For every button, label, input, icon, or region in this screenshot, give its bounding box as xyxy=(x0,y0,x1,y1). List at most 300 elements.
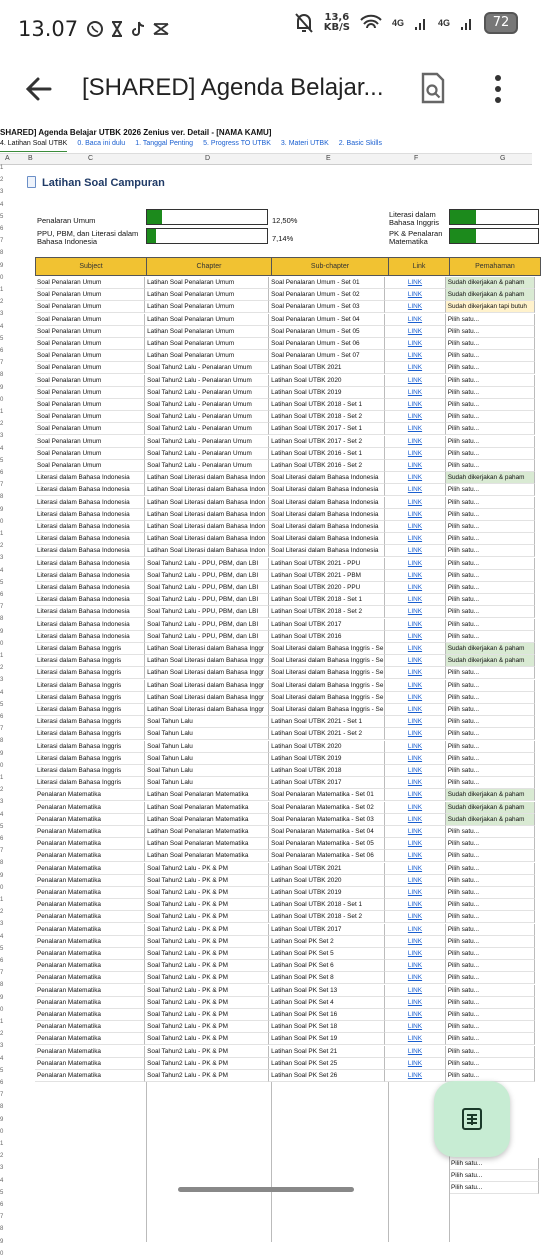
row-number[interactable]: 3 xyxy=(0,677,4,684)
row-number[interactable]: 9 xyxy=(0,750,4,757)
cell-link[interactable]: LINK xyxy=(385,423,446,435)
cell-link[interactable]: LINK xyxy=(385,972,446,984)
row-number[interactable]: 6 xyxy=(0,1202,4,1208)
row-number[interactable]: 4 xyxy=(0,689,4,696)
cell-link[interactable]: LINK xyxy=(385,1058,446,1070)
cell-pemahaman[interactable]: Pilih satu... xyxy=(446,436,535,448)
tab-latihan-soal[interactable]: 4. Latihan Soal UTBK xyxy=(0,140,67,152)
cell-pemahaman[interactable]: Pilih satu... xyxy=(446,716,535,728)
row-number[interactable]: 3 xyxy=(0,1165,4,1172)
row-number[interactable]: 1 xyxy=(0,775,4,781)
cell-link[interactable]: LINK xyxy=(385,594,446,606)
cell-link[interactable]: LINK xyxy=(385,277,446,289)
table-row xyxy=(35,972,535,984)
cell-pemahaman[interactable]: Pilih satu... xyxy=(446,1046,535,1058)
row-number[interactable]: 0 xyxy=(0,274,4,281)
tiktok-icon xyxy=(130,20,146,38)
cell-pemahaman[interactable]: Pilih satu... xyxy=(446,338,535,350)
row-number[interactable]: 0 xyxy=(0,884,4,891)
cell-pemahaman[interactable]: Pilih satu... xyxy=(446,1009,535,1021)
cell-chapter: Soal Tahun2 Lalu - PPU, PBM, dan LBI xyxy=(145,558,269,570)
table-row xyxy=(35,680,535,692)
cell-pemahaman[interactable]: Pilih satu... xyxy=(446,362,535,374)
spreadsheet-view[interactable] xyxy=(0,124,532,1257)
cell-pemahaman[interactable]: Pilih satu... xyxy=(446,948,535,960)
row-number[interactable]: 2 xyxy=(0,177,4,184)
cell-subchapter: Latihan Soal PK Set 18 xyxy=(269,1021,385,1033)
cell-pemahaman[interactable]: Sudah dikerjakan & paham xyxy=(446,789,535,801)
row-number[interactable]: 0 xyxy=(0,1128,4,1135)
cell-pemahaman[interactable]: Pilih satu... xyxy=(446,1033,535,1045)
cell-link[interactable]: LINK xyxy=(385,472,446,484)
cell-pemahaman[interactable]: Pilih satu... xyxy=(446,570,535,582)
cell-pemahaman[interactable]: Pilih satu... xyxy=(446,753,535,765)
cell-link[interactable]: LINK xyxy=(385,899,446,911)
cell-pemahaman[interactable]: Sudah dikerjakan & paham xyxy=(446,643,535,655)
row-number[interactable]: 2 xyxy=(0,909,4,916)
cell-pemahaman[interactable]: Sudah dikerjakan & paham xyxy=(446,472,535,484)
cell-link[interactable]: LINK xyxy=(385,350,446,362)
row-number[interactable]: 4 xyxy=(0,1055,4,1062)
row-number[interactable]: 7 xyxy=(0,482,4,489)
cell-link[interactable]: LINK xyxy=(385,375,446,387)
table-row xyxy=(35,314,535,326)
cell-link[interactable]: LINK xyxy=(385,521,446,533)
row-number[interactable]: 6 xyxy=(0,470,4,476)
row-number[interactable]: 5 xyxy=(0,335,4,342)
cell-link[interactable]: LINK xyxy=(385,911,446,923)
cell-pemahaman[interactable]: Pilih satu... xyxy=(446,314,535,326)
cell-pemahaman[interactable]: Sudah dikerjakan & paham xyxy=(446,289,535,301)
cell-pemahaman[interactable]: Pilih satu... xyxy=(446,533,535,545)
tab-baca-ini-dulu[interactable]: 0. Baca ini dulu xyxy=(77,140,126,147)
row-number[interactable]: 9 xyxy=(0,994,4,1001)
table-row xyxy=(35,558,535,570)
tab-tanggal-penting[interactable]: 1. Tanggal Penting xyxy=(135,140,194,147)
row-number[interactable]: 1 xyxy=(0,409,4,415)
find-in-document-icon[interactable] xyxy=(420,72,446,104)
cell-link[interactable]: LINK xyxy=(385,643,446,655)
cell-link[interactable]: LINK xyxy=(385,484,446,496)
tab-progress-to[interactable]: 5. Progress TO UTBK xyxy=(203,140,271,147)
cell-link[interactable]: LINK xyxy=(385,399,446,411)
cell-subject: Soal Penalaran Umum xyxy=(35,423,145,435)
cell-link[interactable]: LINK xyxy=(385,765,446,777)
row-number[interactable]: 8 xyxy=(0,1226,4,1233)
cell-link[interactable]: LINK xyxy=(385,301,446,313)
cell-pemahaman[interactable]: Pilih satu... xyxy=(446,558,535,570)
cell-pemahaman[interactable]: Pilih satu... xyxy=(449,1170,539,1182)
col-d[interactable]: D xyxy=(205,155,211,162)
back-arrow-icon[interactable] xyxy=(24,74,54,104)
cell-pemahaman[interactable]: Sudah dikerjakan & paham xyxy=(446,802,535,814)
cell-link[interactable]: LINK xyxy=(385,558,446,570)
open-in-sheets-button[interactable] xyxy=(434,1081,510,1157)
cell-subchapter: Latihan Soal PK Set 19 xyxy=(269,1033,385,1045)
row-number[interactable]: 7 xyxy=(0,848,4,855)
row-number[interactable]: 1 xyxy=(0,1141,4,1147)
capcut-icon xyxy=(152,20,170,38)
cell-link[interactable]: LINK xyxy=(385,985,446,997)
row-number[interactable]: 9 xyxy=(0,872,4,879)
cell-pemahaman[interactable]: Pilih satu... xyxy=(446,350,535,362)
row-number[interactable]: 0 xyxy=(0,1006,4,1013)
row-number[interactable]: 3 xyxy=(0,433,4,440)
cell-link[interactable]: LINK xyxy=(385,802,446,814)
cell-link[interactable]: LINK xyxy=(385,826,446,838)
cell-link[interactable]: LINK xyxy=(385,448,446,460)
table-row xyxy=(35,484,535,496)
row-number[interactable]: 5 xyxy=(0,1067,4,1074)
cell-link[interactable]: LINK xyxy=(385,814,446,826)
cell-link[interactable]: LINK xyxy=(385,680,446,692)
row-number[interactable]: 8 xyxy=(0,1104,4,1111)
row-number[interactable]: 1 xyxy=(0,287,4,293)
row-number[interactable]: 2 xyxy=(0,1153,4,1160)
cell-pemahaman[interactable]: Pilih satu... xyxy=(446,899,535,911)
cell-subchapter: Latihan Soal UTBK 2021 - Set 2 xyxy=(269,728,385,740)
row-number[interactable]: 6 xyxy=(0,958,4,964)
cell-subject: Soal Penalaran Umum xyxy=(35,460,145,472)
cell-link[interactable]: LINK xyxy=(385,509,446,521)
row-number[interactable]: 0 xyxy=(0,762,4,769)
table-row xyxy=(35,545,535,557)
cell-link[interactable]: LINK xyxy=(385,728,446,740)
cell-pemahaman[interactable]: Pilih satu... xyxy=(446,936,535,948)
cell-chapter: Latihan Soal Penalaran Umum xyxy=(145,326,269,338)
cell-pemahaman[interactable]: Pilih satu... xyxy=(446,765,535,777)
row-number[interactable]: 7 xyxy=(0,726,4,733)
header-subchapter: Sub-chapter xyxy=(272,258,389,275)
cell-pemahaman[interactable]: Pilih satu... xyxy=(446,838,535,850)
cell-link[interactable]: LINK xyxy=(385,411,446,423)
row-number[interactable]: 9 xyxy=(0,384,4,391)
cell-link[interactable]: LINK xyxy=(385,887,446,899)
cell-subject: Penalaran Matematika xyxy=(35,789,145,801)
row-number[interactable]: 5 xyxy=(0,823,4,830)
cell-link[interactable]: LINK xyxy=(385,753,446,765)
cell-link[interactable]: LINK xyxy=(385,631,446,643)
cell-subchapter: Latihan Soal UTBK 2019 xyxy=(269,387,385,399)
cell-pemahaman[interactable]: Pilih satu... xyxy=(446,875,535,887)
row-number[interactable]: 2 xyxy=(0,787,4,794)
cell-link[interactable]: LINK xyxy=(385,741,446,753)
cell-link[interactable]: LINK xyxy=(385,948,446,960)
cell-subchapter: Soal Penalaran Umum - Set 04 xyxy=(269,314,385,326)
cell-pemahaman[interactable]: Pilih satu... xyxy=(446,1021,535,1033)
row-number[interactable]: 6 xyxy=(0,348,4,354)
row-number[interactable]: 4 xyxy=(0,933,4,940)
row-number[interactable]: 5 xyxy=(0,457,4,464)
cell-link[interactable]: LINK xyxy=(385,1009,446,1021)
row-number[interactable]: 2 xyxy=(0,1031,4,1038)
row-number[interactable]: 5 xyxy=(0,1189,4,1196)
row-number[interactable]: 3 xyxy=(0,1043,4,1050)
row-number[interactable]: 0 xyxy=(0,518,4,525)
cell-link[interactable]: LINK xyxy=(385,362,446,374)
row-number[interactable]: 7 xyxy=(0,238,4,245)
cell-link[interactable]: LINK xyxy=(385,289,446,301)
cell-pemahaman[interactable]: Pilih satu... xyxy=(446,985,535,997)
cell-subchapter: Latihan Soal UTBK 2018 xyxy=(269,765,385,777)
cell-pemahaman[interactable]: Sudah dikerjakan & paham xyxy=(446,814,535,826)
cell-subject: Penalaran Matematika xyxy=(35,1009,145,1021)
row-number[interactable]: 2 xyxy=(0,299,4,306)
cell-link[interactable]: LINK xyxy=(385,326,446,338)
cell-link[interactable]: LINK xyxy=(385,338,446,350)
row-number[interactable]: 3 xyxy=(0,189,4,196)
cell-link[interactable]: LINK xyxy=(385,1046,446,1058)
cell-pemahaman[interactable]: Pilih satu... xyxy=(446,777,535,789)
cell-pemahaman[interactable]: Pilih satu... xyxy=(446,411,535,423)
row-number[interactable]: 4 xyxy=(0,567,4,574)
cell-pemahaman[interactable]: Pilih satu... xyxy=(446,924,535,936)
cell-link[interactable]: LINK xyxy=(385,1033,446,1045)
cell-pemahaman[interactable]: Pilih satu... xyxy=(446,863,535,875)
cell-subchapter: Latihan Soal UTBK 2016 - Set 1 xyxy=(269,448,385,460)
header-pemahaman: Pemahaman xyxy=(475,263,515,270)
row-number[interactable]: 3 xyxy=(0,311,4,318)
cell-link[interactable]: LINK xyxy=(385,619,446,631)
cell-subject: Penalaran Matematika xyxy=(35,875,145,887)
row-number[interactable]: 4 xyxy=(0,811,4,818)
cell-link[interactable]: LINK xyxy=(385,667,446,679)
cell-link[interactable]: LINK xyxy=(385,789,446,801)
row-number[interactable]: 7 xyxy=(0,970,4,977)
gesture-bar[interactable] xyxy=(178,1187,354,1192)
cell-subject: Penalaran Matematika xyxy=(35,985,145,997)
cell-link[interactable]: LINK xyxy=(385,850,446,862)
cell-link[interactable]: LINK xyxy=(385,570,446,582)
cell-pemahaman[interactable]: Pilih satu... xyxy=(446,484,535,496)
cell-link[interactable]: LINK xyxy=(385,436,446,448)
row-number[interactable]: 3 xyxy=(0,555,4,562)
cell-link[interactable]: LINK xyxy=(385,704,446,716)
table-row xyxy=(35,423,535,435)
cell-link[interactable]: LINK xyxy=(385,582,446,594)
cell-subject: Literasi dalam Bahasa Inggris xyxy=(35,680,145,692)
cell-pemahaman[interactable]: Pilih satu... xyxy=(446,826,535,838)
cell-pemahaman[interactable]: Pilih satu... xyxy=(446,997,535,1009)
cell-link[interactable]: LINK xyxy=(385,606,446,618)
cell-pemahaman[interactable]: Pilih satu... xyxy=(446,741,535,753)
cell-pemahaman[interactable]: Pilih satu... xyxy=(449,1182,539,1194)
cell-pemahaman[interactable]: Sudah dikerjakan tapi butuh xyxy=(446,301,535,313)
more-options-icon[interactable] xyxy=(494,74,502,104)
row-number[interactable]: 6 xyxy=(0,836,4,842)
cell-chapter: Latihan Soal Penalaran Umum xyxy=(145,277,269,289)
row-number[interactable]: 5 xyxy=(0,945,4,952)
row-number[interactable]: 1 xyxy=(0,531,4,537)
cell-pemahaman[interactable]: Pilih satu... xyxy=(446,619,535,631)
cell-pemahaman[interactable]: Pilih satu... xyxy=(446,1058,535,1070)
cell-chapter: Latihan Soal Penalaran Umum xyxy=(145,338,269,350)
table-row xyxy=(35,326,535,338)
row-number[interactable]: 9 xyxy=(0,628,4,635)
cell-chapter: Soal Tahun2 Lalu - PPU, PBM, dan LBI xyxy=(145,582,269,594)
row-number[interactable]: 6 xyxy=(0,714,4,720)
cell-link[interactable]: LINK xyxy=(385,497,446,509)
row-number[interactable]: 8 xyxy=(0,738,4,745)
cell-subchapter: Latihan Soal UTBK 2018 - Set 2 xyxy=(269,411,385,423)
table-row xyxy=(35,692,535,704)
tab-materi-utbk[interactable]: 3. Materi UTBK xyxy=(280,140,329,147)
row-number[interactable]: 8 xyxy=(0,860,4,867)
cell-subject: Penalaran Matematika xyxy=(35,997,145,1009)
cell-link[interactable]: LINK xyxy=(385,936,446,948)
cell-link[interactable]: LINK xyxy=(385,1021,446,1033)
row-number[interactable]: 2 xyxy=(0,665,4,672)
cell-pemahaman[interactable]: Pilih satu... xyxy=(446,972,535,984)
network-type-2: 4G xyxy=(437,18,450,28)
cell-chapter: Latihan Soal Penalaran Umum xyxy=(145,289,269,301)
row-number[interactable]: 4 xyxy=(0,201,4,208)
row-number[interactable]: 9 xyxy=(0,1238,4,1245)
cell-link[interactable]: LINK xyxy=(385,924,446,936)
row-number[interactable]: 9 xyxy=(0,1116,4,1123)
row-number[interactable]: 9 xyxy=(0,506,4,513)
tab-basic-skills[interactable]: 2. Basic Skills xyxy=(338,140,382,147)
row-number[interactable]: 7 xyxy=(0,1214,4,1221)
cell-pemahaman[interactable]: Pilih satu... xyxy=(446,594,535,606)
cell-pemahaman[interactable]: Pilih satu... xyxy=(446,399,535,411)
row-number[interactable]: 5 xyxy=(0,701,4,708)
col-e[interactable]: E xyxy=(326,155,331,162)
row-number[interactable]: 0 xyxy=(0,396,4,403)
row-number[interactable]: 4 xyxy=(0,1177,4,1184)
cell-chapter: Soal Tahun2 Lalu - PPU, PBM, dan LBI xyxy=(145,570,269,582)
cell-pemahaman[interactable]: Pilih satu... xyxy=(446,680,535,692)
row-number[interactable]: 0 xyxy=(0,640,4,647)
cell-pemahaman[interactable]: Pilih satu... xyxy=(446,728,535,740)
row-number[interactable]: 3 xyxy=(0,921,4,928)
cell-link[interactable]: LINK xyxy=(385,838,446,850)
row-number[interactable]: 8 xyxy=(0,616,4,623)
row-number[interactable]: 5 xyxy=(0,579,4,586)
col-c[interactable]: C xyxy=(88,155,94,162)
cell-link[interactable]: LINK xyxy=(385,533,446,545)
cell-pemahaman[interactable]: Pilih satu... xyxy=(446,667,535,679)
row-number[interactable]: 2 xyxy=(0,421,4,428)
cell-chapter: Soal Tahun2 Lalu - Penalaran Umum xyxy=(145,375,269,387)
row-number[interactable]: 3 xyxy=(0,799,4,806)
row-number[interactable]: 2 xyxy=(0,543,4,550)
cell-pemahaman[interactable]: Pilih satu... xyxy=(446,509,535,521)
row-number[interactable]: 9 xyxy=(0,262,4,269)
cell-link[interactable]: LINK xyxy=(385,960,446,972)
cell-pemahaman[interactable]: Pilih satu... xyxy=(446,387,535,399)
cell-pemahaman[interactable]: Pilih satu... xyxy=(446,960,535,972)
cell-pemahaman[interactable]: Pilih satu... xyxy=(446,911,535,923)
row-number[interactable]: 1 xyxy=(0,897,4,903)
cell-subject: Penalaran Matematika xyxy=(35,802,145,814)
col-f[interactable]: F xyxy=(414,155,419,162)
cell-link[interactable]: LINK xyxy=(385,863,446,875)
table-row xyxy=(35,887,535,899)
col-g[interactable]: G xyxy=(500,155,506,162)
cell-link[interactable]: LINK xyxy=(385,875,446,887)
cell-link[interactable]: LINK xyxy=(385,692,446,704)
cell-chapter: Latihan Soal Literasi dalam Bahasa Inggr xyxy=(145,643,269,655)
cell-link[interactable]: LINK xyxy=(385,716,446,728)
cell-pemahaman[interactable]: Sudah dikerjakan & paham xyxy=(446,655,535,667)
cell-subchapter: Soal Literasi dalam Bahasa Indonesia xyxy=(269,497,385,509)
cell-link[interactable]: LINK xyxy=(385,997,446,1009)
cell-subchapter: Soal Literasi dalam Bahasa Inggris - Se xyxy=(269,643,385,655)
col-a[interactable]: A xyxy=(5,155,10,162)
table-row xyxy=(35,802,535,814)
status-bar xyxy=(0,0,532,58)
row-number[interactable]: 4 xyxy=(0,323,4,330)
cell-chapter: Soal Tahun2 Lalu - PK & PM xyxy=(145,936,269,948)
cell-subject: Soal Penalaran Umum xyxy=(35,375,145,387)
cell-pemahaman[interactable]: Pilih satu... xyxy=(446,460,535,472)
cell-pemahaman[interactable]: Pilih satu... xyxy=(446,606,535,618)
cell-subchapter: Latihan Soal UTBK 2021 - PBM xyxy=(269,570,385,582)
cell-pemahaman[interactable]: Pilih satu... xyxy=(449,1158,539,1170)
row-number[interactable]: 5 xyxy=(0,213,4,220)
cell-pemahaman[interactable]: Pilih satu... xyxy=(446,545,535,557)
cell-pemahaman[interactable]: Sudah dikerjakan & paham xyxy=(446,277,535,289)
cell-pemahaman[interactable]: Pilih satu... xyxy=(446,521,535,533)
row-number[interactable]: 1 xyxy=(0,653,4,659)
cell-pemahaman[interactable]: Pilih satu... xyxy=(446,582,535,594)
cell-pemahaman[interactable]: Pilih satu... xyxy=(446,1070,535,1082)
row-number[interactable]: 0 xyxy=(0,1250,4,1257)
cell-link[interactable]: LINK xyxy=(385,387,446,399)
cell-pemahaman[interactable]: Pilih satu... xyxy=(446,704,535,716)
cell-link[interactable]: LINK xyxy=(385,777,446,789)
cell-pemahaman[interactable]: Pilih satu... xyxy=(446,326,535,338)
row-number[interactable]: 7 xyxy=(0,360,4,367)
cell-pemahaman[interactable]: Pilih satu... xyxy=(446,375,535,387)
row-number[interactable]: 6 xyxy=(0,1080,4,1086)
cell-subject: Soal Penalaran Umum xyxy=(35,436,145,448)
cell-link[interactable]: LINK xyxy=(385,655,446,667)
cell-pemahaman[interactable]: Pilih satu... xyxy=(446,692,535,704)
cell-link[interactable]: LINK xyxy=(385,545,446,557)
row-number[interactable]: 6 xyxy=(0,592,4,598)
cell-subject: Penalaran Matematika xyxy=(35,863,145,875)
row-number[interactable]: 7 xyxy=(0,604,4,611)
row-number[interactable]: 4 xyxy=(0,445,4,452)
cell-pemahaman[interactable]: Pilih satu... xyxy=(446,631,535,643)
cell-pemahaman[interactable]: Pilih satu... xyxy=(446,423,535,435)
cell-link[interactable]: LINK xyxy=(385,314,446,326)
row-number[interactable]: 1 xyxy=(0,1019,4,1025)
cell-pemahaman[interactable]: Pilih satu... xyxy=(446,887,535,899)
row-number[interactable]: 8 xyxy=(0,494,4,501)
col-b[interactable]: B xyxy=(28,155,33,162)
table-row xyxy=(35,472,535,484)
row-number[interactable]: 8 xyxy=(0,982,4,989)
cell-subject: Penalaran Matematika xyxy=(35,936,145,948)
table-row xyxy=(35,777,535,789)
cell-subject: Penalaran Matematika xyxy=(35,826,145,838)
row-number[interactable]: 1 xyxy=(0,165,4,171)
row-number[interactable]: 8 xyxy=(0,372,4,379)
row-number[interactable]: 7 xyxy=(0,1092,4,1099)
cell-link[interactable]: LINK xyxy=(385,460,446,472)
cell-pemahaman[interactable]: Pilih satu... xyxy=(446,850,535,862)
table-row xyxy=(35,1009,535,1021)
cell-pemahaman[interactable]: Pilih satu... xyxy=(446,448,535,460)
cell-link[interactable]: LINK xyxy=(385,1070,446,1082)
row-number[interactable]: 8 xyxy=(0,250,4,257)
cell-chapter: Soal Tahun2 Lalu - PK & PM xyxy=(145,863,269,875)
cell-pemahaman[interactable]: Pilih satu... xyxy=(446,497,535,509)
row-number[interactable]: 6 xyxy=(0,226,4,232)
